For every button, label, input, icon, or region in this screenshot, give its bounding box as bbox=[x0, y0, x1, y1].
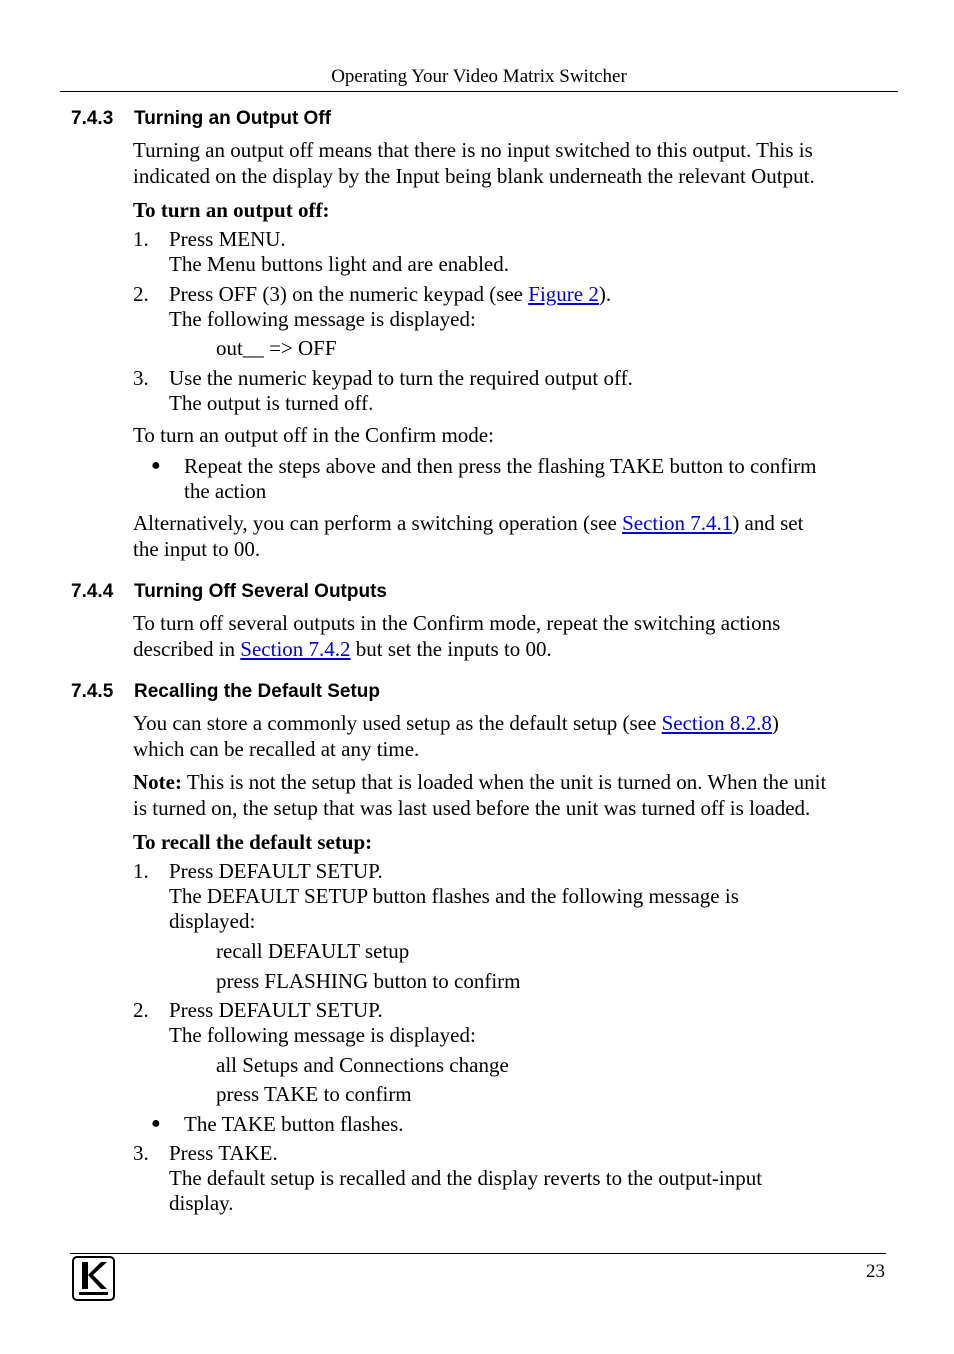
step-result: The DEFAULT SETUP button flashes and the following message is bbox=[169, 884, 739, 908]
paragraph-line: which can be recalled at any time. bbox=[133, 737, 420, 761]
paragraph-line: To turn an output off in the Confirm mode: bbox=[133, 423, 494, 447]
text-run: Alternatively, you can perform a switching operation (see bbox=[133, 511, 623, 535]
procedure-title: To recall the default setup: bbox=[133, 830, 373, 854]
display-message: press FLASHING button to confirm bbox=[216, 969, 521, 993]
running-header: Operating Your Video Matrix Switcher bbox=[331, 66, 627, 87]
note-line bbox=[133, 769, 826, 795]
section-8-2-8-link[interactable]: Section 8.2.8 bbox=[661, 711, 772, 735]
page-number: 23 bbox=[866, 1261, 885, 1282]
step-text: Press MENU. bbox=[169, 227, 286, 251]
bullet-icon: ● bbox=[151, 1115, 161, 1132]
text-run: ). bbox=[598, 282, 612, 306]
step-result: The following message is displayed: bbox=[169, 1023, 476, 1047]
step-text: Use the numeric keypad to turn the required output off. bbox=[169, 366, 633, 390]
section-7-4-2-link[interactable]: Section 7.4.2 bbox=[240, 637, 351, 661]
step-text: Press DEFAULT SETUP. bbox=[169, 859, 383, 883]
kramer-logo-icon bbox=[72, 1256, 115, 1301]
step-number: 2. bbox=[133, 282, 149, 306]
step-result: The following message is displayed: bbox=[169, 307, 476, 331]
text-run: You can store a commonly used setup as the default setup (see bbox=[133, 711, 662, 735]
step-text bbox=[169, 281, 611, 307]
bullet-text: the action bbox=[184, 479, 267, 503]
step-result: The output is turned off. bbox=[169, 391, 374, 415]
step-result: display. bbox=[169, 1191, 234, 1215]
display-message: recall DEFAULT setup bbox=[216, 939, 410, 963]
section-number: 7.4.5 bbox=[71, 681, 114, 702]
note-label: Note: bbox=[133, 770, 182, 794]
bullet-text: The TAKE button flashes. bbox=[184, 1112, 404, 1136]
display-message: all Setups and Connections change bbox=[216, 1053, 509, 1077]
section-title: Recalling the Default Setup bbox=[134, 681, 380, 702]
bullet-icon: ● bbox=[151, 457, 161, 474]
text-run: ) bbox=[771, 711, 779, 735]
bullet-text: Repeat the steps above and then press the flashing TAKE button to confirm bbox=[184, 454, 817, 478]
paragraph-line: the input to 00. bbox=[133, 537, 261, 561]
section-heading-7-4-3 bbox=[71, 106, 331, 132]
text-run: This is not the setup that is loaded when the unit is turned on. When the unit bbox=[181, 770, 827, 794]
section-number: 7.4.3 bbox=[71, 108, 114, 129]
kramer-logo-glyph bbox=[74, 1258, 113, 1299]
section-heading-7-4-4 bbox=[71, 579, 387, 605]
step-result: The default setup is recalled and the display reverts to the output-input bbox=[169, 1166, 763, 1190]
section-title: Turning an Output Off bbox=[134, 108, 331, 129]
step-result: displayed: bbox=[169, 909, 256, 933]
paragraph-line bbox=[133, 636, 552, 662]
text-run: but set the inputs to 00. bbox=[350, 637, 552, 661]
note-line: is turned on, the setup that was last used before the unit was turned off is loaded. bbox=[133, 796, 811, 820]
section-7-4-1-link[interactable]: Section 7.4.1 bbox=[622, 511, 733, 535]
paragraph-line bbox=[133, 710, 779, 736]
figure-2-link[interactable]: Figure 2 bbox=[528, 282, 599, 306]
paragraph-line: To turn off several outputs in the Confirm mode, repeat the switching actions bbox=[133, 611, 781, 635]
footer-rule bbox=[70, 1253, 886, 1254]
step-number: 2. bbox=[133, 998, 149, 1022]
paragraph-line bbox=[133, 510, 803, 536]
section-heading-7-4-5 bbox=[71, 679, 380, 705]
section-title: Turning Off Several Outputs bbox=[134, 581, 387, 602]
text-run: ) and set bbox=[732, 511, 804, 535]
text-run: described in bbox=[133, 637, 241, 661]
step-number: 1. bbox=[133, 227, 149, 251]
step-result: The Menu buttons light and are enabled. bbox=[169, 252, 509, 276]
section-number: 7.4.4 bbox=[71, 581, 114, 602]
display-message: press TAKE to confirm bbox=[216, 1082, 412, 1106]
paragraph-line: indicated on the display by the Input being blank underneath the relevant Output. bbox=[133, 164, 815, 188]
header-rule bbox=[60, 91, 898, 92]
step-number: 3. bbox=[133, 366, 149, 390]
display-message: out__ => OFF bbox=[216, 336, 337, 360]
step-text: Press DEFAULT SETUP. bbox=[169, 998, 383, 1022]
procedure-title: To turn an output off: bbox=[133, 198, 330, 222]
step-number: 3. bbox=[133, 1141, 149, 1165]
step-number: 1. bbox=[133, 859, 149, 883]
text-run: Press OFF (3) on the numeric keypad (see bbox=[169, 282, 529, 306]
paragraph-line: Turning an output off means that there is no input switched to this output. This is bbox=[133, 138, 813, 162]
step-text: Press TAKE. bbox=[169, 1141, 278, 1165]
